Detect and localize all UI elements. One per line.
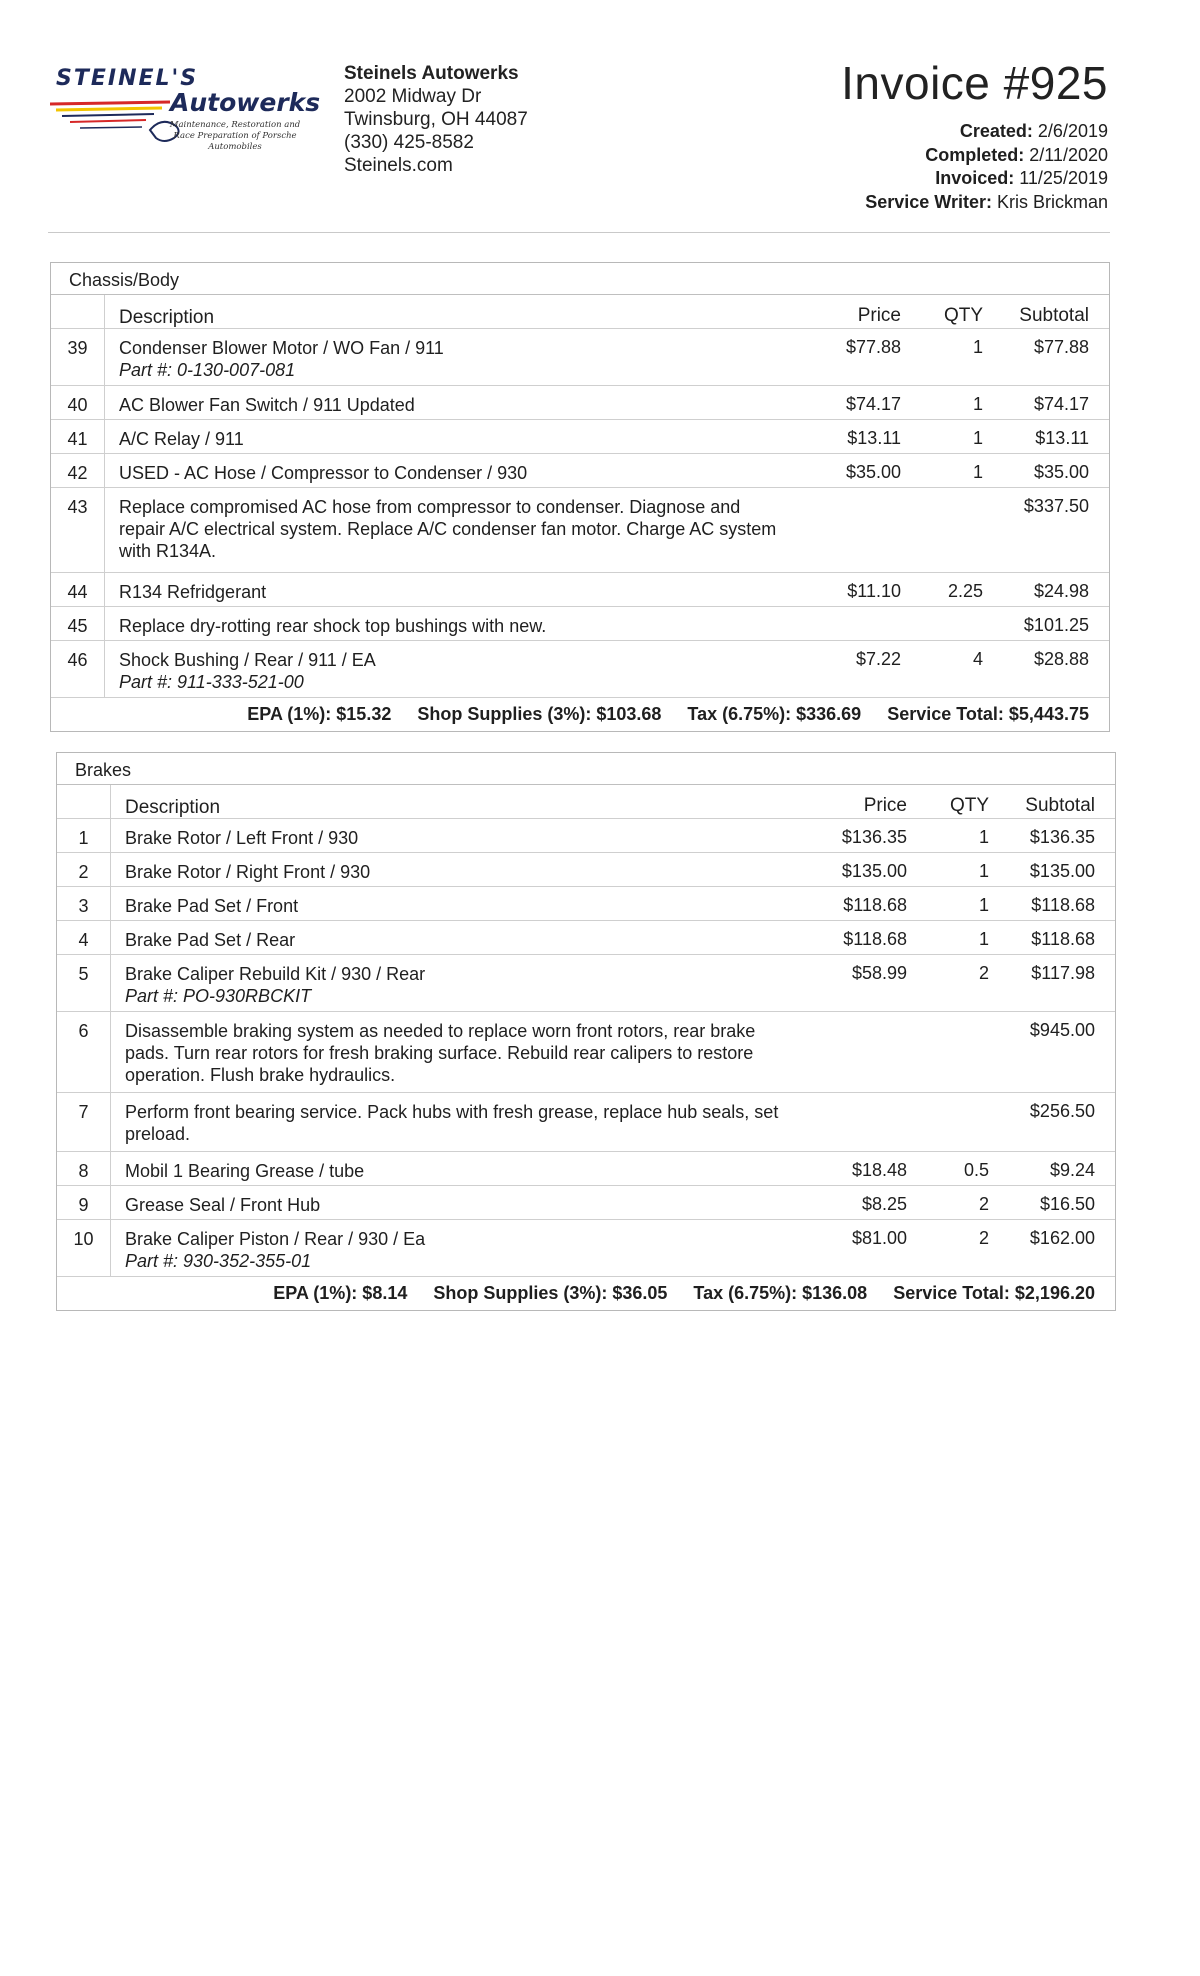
line-price <box>799 1093 919 1151</box>
description-header: Description <box>119 307 215 328</box>
line-subtotal: $136.35 <box>1029 827 1095 847</box>
section-footer-totals <box>51 698 1109 731</box>
epa-fee: EPA (1%): $8.14 <box>273 1283 408 1303</box>
invoiced-value: 11/25/2019 <box>1019 168 1108 188</box>
qty-header: QTY <box>949 795 989 816</box>
section-brakes <box>56 752 1116 1311</box>
item-description: Replace compromised AC hose from compressor to condenser. Diagnose and repair A/C electrical system. Replace A/C condenser fan motor. Charge AC system with R134A. <box>119 497 777 561</box>
line-qty: 2 <box>978 1228 989 1248</box>
line-subtotal: $945.00 <box>1029 1020 1095 1040</box>
line-subtotal: $337.50 <box>1023 496 1089 516</box>
description-header: Description <box>125 797 221 818</box>
section-footer-totals <box>57 1277 1115 1310</box>
item-description: Brake Pad Set / Front <box>125 896 299 916</box>
line-number: 45 <box>51 607 105 640</box>
price-header: Price <box>863 795 907 816</box>
line-price: $35.00 <box>845 462 901 482</box>
table-row <box>57 819 1115 853</box>
writer-label: Service Writer: <box>865 191 992 212</box>
line-price: $77.88 <box>845 337 901 357</box>
num-header-cell <box>51 295 105 328</box>
line-number: 43 <box>51 488 105 572</box>
line-number: 10 <box>57 1220 111 1276</box>
part-number: Part #: 911-333-521-00 <box>119 672 304 692</box>
company-street: 2002 Midway Dr <box>344 86 482 107</box>
line-price: $11.10 <box>847 581 901 601</box>
invoiced-label: Invoiced: <box>935 168 1015 188</box>
line-qty: 1 <box>972 462 983 482</box>
item-description: Shock Bushing / Rear / 911 / EA <box>119 650 376 670</box>
table-row <box>57 955 1115 1012</box>
line-qty: 1 <box>978 827 989 847</box>
line-subtotal: $135.00 <box>1029 861 1095 881</box>
created-label: Created: <box>959 121 1033 141</box>
line-qty: 1 <box>978 929 989 949</box>
writer-value: Kris Brickman <box>996 191 1108 212</box>
line-qty <box>919 1093 1007 1151</box>
line-price: $13.11 <box>847 428 901 448</box>
table-row <box>57 1012 1115 1093</box>
item-description: Mobil 1 Bearing Grease / tube <box>125 1161 365 1181</box>
line-number: 4 <box>57 921 111 954</box>
created-value: 2/6/2019 <box>1037 121 1108 141</box>
table-row <box>51 420 1109 454</box>
line-qty: 1 <box>978 861 989 881</box>
line-price <box>793 607 913 640</box>
line-price: $8.25 <box>861 1194 907 1214</box>
service-total: Service Total: $2,196.20 <box>893 1283 1095 1303</box>
table-row <box>57 1093 1115 1152</box>
part-number: Part #: 0-130-007-081 <box>119 360 296 380</box>
subtotal-header: Subtotal <box>1025 795 1095 816</box>
part-number: Part #: PO-930RBCKIT <box>125 986 312 1006</box>
line-subtotal: $35.00 <box>1033 462 1089 482</box>
line-subtotal: $256.50 <box>1029 1101 1095 1121</box>
line-price: $18.48 <box>851 1160 907 1180</box>
table-row <box>57 1220 1115 1277</box>
table-row <box>51 488 1109 573</box>
table-row <box>51 607 1109 641</box>
price-header: Price <box>857 305 901 326</box>
tax-amount: Tax (6.75%): $136.08 <box>693 1283 868 1303</box>
line-number: 44 <box>51 573 105 606</box>
line-number: 42 <box>51 454 105 487</box>
line-description <box>111 1220 799 1276</box>
line-price: $118.68 <box>843 929 907 949</box>
shop-supplies-fee: Shop Supplies (3%): $103.68 <box>417 704 662 724</box>
table-header-row <box>51 295 1109 329</box>
item-description: Replace dry-rotting rear shock top bushings with new. <box>119 616 547 636</box>
line-number: 1 <box>57 819 111 852</box>
line-subtotal: $162.00 <box>1029 1228 1095 1248</box>
table-row <box>51 641 1109 698</box>
line-qty: 4 <box>972 649 983 669</box>
line-qty: 1 <box>972 428 983 448</box>
item-description: USED - AC Hose / Compressor to Condenser / 930 <box>119 463 528 483</box>
line-number: 3 <box>57 887 111 920</box>
line-qty <box>913 607 1001 640</box>
completed-label: Completed: <box>925 144 1025 165</box>
line-qty: 1 <box>972 337 983 357</box>
logo-tagline: Maintenance, Restoration and Race Preparation of Porsche Automobiles <box>169 120 301 152</box>
line-number: 7 <box>57 1093 111 1151</box>
tax-amount: Tax (6.75%): $336.69 <box>687 704 862 724</box>
line-subtotal: $24.98 <box>1033 581 1089 601</box>
line-number: 39 <box>51 329 105 385</box>
line-subtotal: $9.24 <box>1049 1160 1095 1180</box>
line-subtotal: $74.17 <box>1033 394 1089 414</box>
line-description <box>105 329 793 385</box>
table-row <box>57 921 1115 955</box>
line-subtotal: $118.68 <box>1031 929 1095 949</box>
item-description: AC Blower Fan Switch / 911 Updated <box>119 395 415 415</box>
line-price: $118.68 <box>843 895 907 915</box>
line-qty: 0.5 <box>963 1160 989 1180</box>
invoice-meta <box>865 120 1108 214</box>
line-qty: 2 <box>978 963 989 983</box>
item-description: Grease Seal / Front Hub <box>125 1195 321 1215</box>
line-qty: 1 <box>978 895 989 915</box>
line-number: 40 <box>51 386 105 419</box>
line-number: 5 <box>57 955 111 1011</box>
section-chassis-body <box>50 262 1110 732</box>
line-number: 2 <box>57 853 111 886</box>
company-address <box>344 62 528 177</box>
line-price: $136.35 <box>841 827 907 847</box>
logo-brand-text: STEINEL'S <box>56 66 199 91</box>
item-description: Brake Caliper Piston / Rear / 930 / Ea <box>125 1229 426 1249</box>
table-header-row <box>57 785 1115 819</box>
line-subtotal: $16.50 <box>1039 1194 1095 1214</box>
line-qty: 1 <box>972 394 983 414</box>
subtotal-header: Subtotal <box>1019 305 1089 326</box>
company-website: Steinels.com <box>344 155 453 176</box>
logo-name-text: Autowerks <box>170 88 321 117</box>
invoice-invoiced <box>865 167 1108 191</box>
line-price: $58.99 <box>851 963 907 983</box>
company-phone: (330) 425-8582 <box>344 132 474 153</box>
line-qty <box>919 1012 1007 1092</box>
line-price <box>799 1012 919 1092</box>
line-number: 6 <box>57 1012 111 1092</box>
completed-value: 2/11/2020 <box>1029 144 1108 165</box>
line-subtotal: $28.88 <box>1033 649 1089 669</box>
invoice-title: Invoice #925 <box>841 57 1108 109</box>
shop-supplies-fee: Shop Supplies (3%): $36.05 <box>433 1283 668 1303</box>
item-description: Brake Rotor / Right Front / 930 <box>125 862 371 882</box>
line-price: $135.00 <box>841 861 907 881</box>
line-subtotal: $13.11 <box>1035 428 1089 448</box>
item-description: Brake Pad Set / Rear <box>125 930 296 950</box>
table-row <box>51 329 1109 386</box>
company-city: Twinsburg, OH 44087 <box>344 109 528 130</box>
company-name: Steinels Autowerks <box>344 63 519 84</box>
part-number: Part #: 930-352-355-01 <box>125 1251 312 1271</box>
line-subtotal: $117.98 <box>1031 963 1095 983</box>
item-description: Condenser Blower Motor / WO Fan / 911 <box>119 338 444 358</box>
section-title: Brakes <box>57 753 1115 785</box>
table-row <box>51 454 1109 488</box>
line-number: 46 <box>51 641 105 697</box>
section-title: Chassis/Body <box>51 263 1109 295</box>
table-row <box>51 386 1109 420</box>
table-row <box>51 573 1109 607</box>
line-subtotal: $77.88 <box>1033 337 1089 357</box>
qty-header: QTY <box>943 305 983 326</box>
num-header-cell <box>57 785 111 818</box>
line-description <box>105 641 793 697</box>
line-description <box>111 955 799 1011</box>
line-qty: 2 <box>978 1194 989 1214</box>
item-description: Brake Rotor / Left Front / 930 <box>125 828 359 848</box>
line-number: 41 <box>51 420 105 453</box>
line-subtotal: $118.68 <box>1031 895 1095 915</box>
line-price: $7.22 <box>855 649 901 669</box>
table-row <box>57 1186 1115 1220</box>
line-qty: 2.25 <box>947 581 983 601</box>
item-description: R134 Refridgerant <box>119 582 267 602</box>
header-divider <box>48 232 1110 233</box>
line-subtotal: $101.25 <box>1023 615 1089 635</box>
invoice-writer <box>865 191 1108 215</box>
epa-fee: EPA (1%): $15.32 <box>247 704 392 724</box>
company-logo <box>50 66 320 176</box>
table-row <box>57 1152 1115 1186</box>
line-number: 8 <box>57 1152 111 1185</box>
table-row <box>57 853 1115 887</box>
item-description: A/C Relay / 911 <box>119 429 244 449</box>
service-total: Service Total: $5,443.75 <box>887 704 1089 724</box>
line-price <box>793 488 913 572</box>
line-price: $74.17 <box>845 394 901 414</box>
item-description: Brake Caliper Rebuild Kit / 930 / Rear <box>125 964 426 984</box>
line-number: 9 <box>57 1186 111 1219</box>
invoice-created <box>865 120 1108 144</box>
item-description: Perform front bearing service. Pack hubs with fresh grease, replace hub seals, set preload. <box>125 1102 779 1144</box>
line-price: $81.00 <box>851 1228 907 1248</box>
invoice-completed <box>865 144 1108 168</box>
line-qty <box>913 488 1001 572</box>
table-row <box>57 887 1115 921</box>
item-description: Disassemble braking system as needed to replace worn front rotors, rear brake pads. Turn rear rotors for fresh braking surface. Rebuild rear calipers to restore operation. Flush brake hydraulics. <box>125 1021 756 1085</box>
